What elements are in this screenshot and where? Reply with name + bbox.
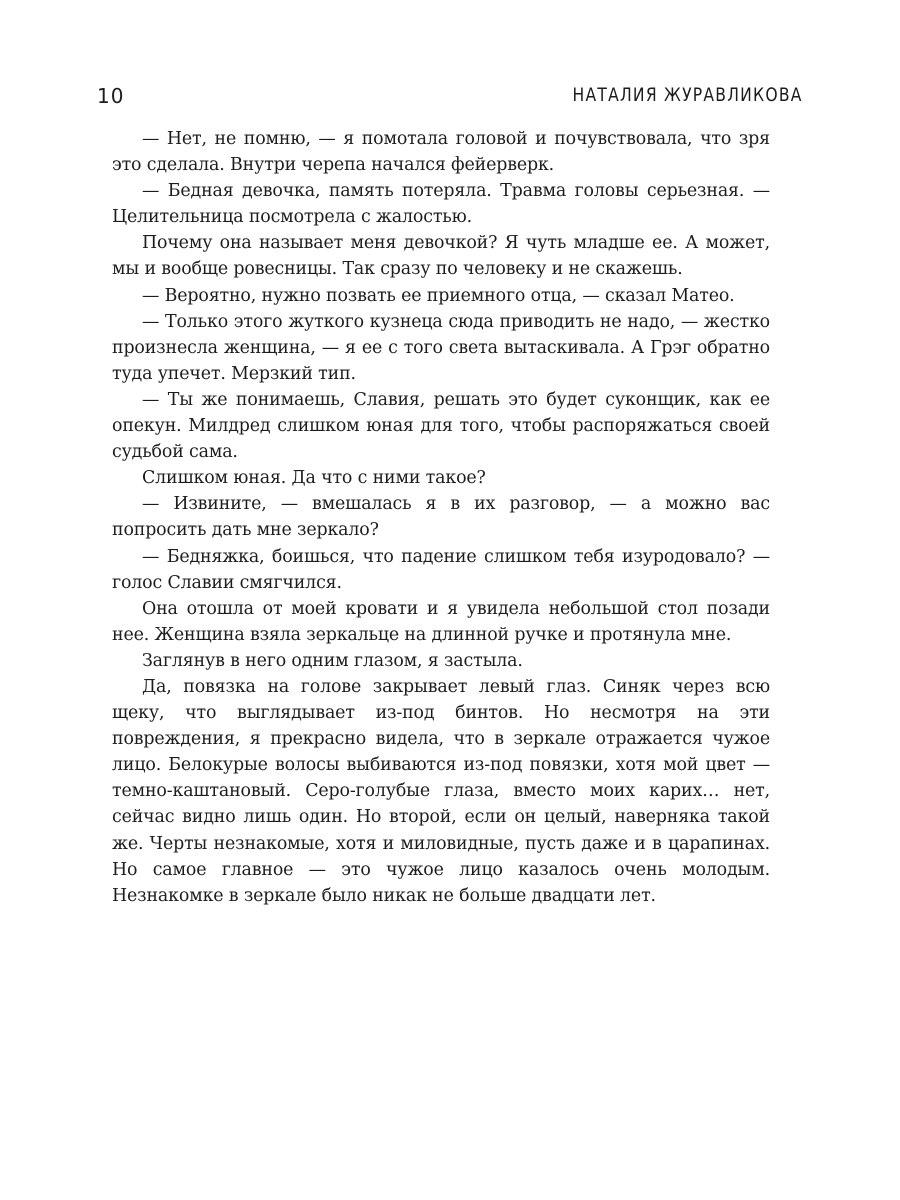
paragraph: Заглянув в него одним глазом, я застыла. xyxy=(142,650,523,671)
page-number: 10 xyxy=(97,84,125,108)
paragraph: — Бедняжка, боишься, что падение слишком тебя изуродовало? — голос Славии смягчился. xyxy=(112,546,770,593)
paragraph: — Бедная девочка, память потеряла. Травма головы серьезная. — Целительница посмотрела с жалостью. xyxy=(112,181,770,228)
paragraph: — Нет, не помню, — я помотала головой и почувствовала, что зря это сделала. Внутри черепа начался фейерверк. xyxy=(112,129,770,176)
paragraph: — Вероятно, нужно позвать ее приемного отца, — сказал Матео. xyxy=(142,285,735,306)
paragraph: — Ты же понимаешь, Славия, решать это будет суконщик, как ее опекун. Милдред слишком юная для того, чтобы распоряжаться своей судьбой сама. xyxy=(112,389,770,463)
paragraph: Да, повязка на голове закрывает левый глаз. Синяк через всю щеку, что выглядывает из-под бинтов. Но несмотря на эти повреждения, я прекрасно видела, что в зеркале отражается чужое лицо. Белокурые волосы выбиваются из-под повязки, хотя мой цвет — темно-каштановый. Серо-голубые глаза, вместо моих карих… нет, сейчас видно лишь один. Но второй, если он целый, наверняка такой же. Черты незнакомые, хотя и миловидные, пусть даже и в царапинах. Но самое главное — это чужое лицо казалось очень молодым. Незнакомке в зеркале было никак не больше двадцати лет. xyxy=(112,676,770,906)
paragraph: Она отошла от моей кровати и я увидела небольшой стол позади нее. Женщина взяла зеркальце на длинной ручке и протянула мне. xyxy=(112,598,770,645)
paragraph: Почему она называет меня девочкой? Я чуть младше ее. А может, мы и вообще ровесницы. Так сразу по человеку и не скажешь. xyxy=(112,233,770,280)
author-name: НАТАЛИЯ ЖУРАВЛИКОВА xyxy=(572,84,803,106)
paragraph: — Извините, — вмешалась я в их разговор, — а можно вас попросить дать мне зеркало? xyxy=(112,494,770,541)
paragraph: — Только этого жуткого кузнеца сюда приводить не надо, — жестко произнесла женщина, — я ее с того света вытаскивала. А Грэг обратно туда упечет. Мерзкий тип. xyxy=(112,311,770,384)
paragraph: Слишком юная. Да что с ними такое? xyxy=(142,468,486,489)
running-head xyxy=(97,84,803,114)
body-text xyxy=(112,126,770,909)
